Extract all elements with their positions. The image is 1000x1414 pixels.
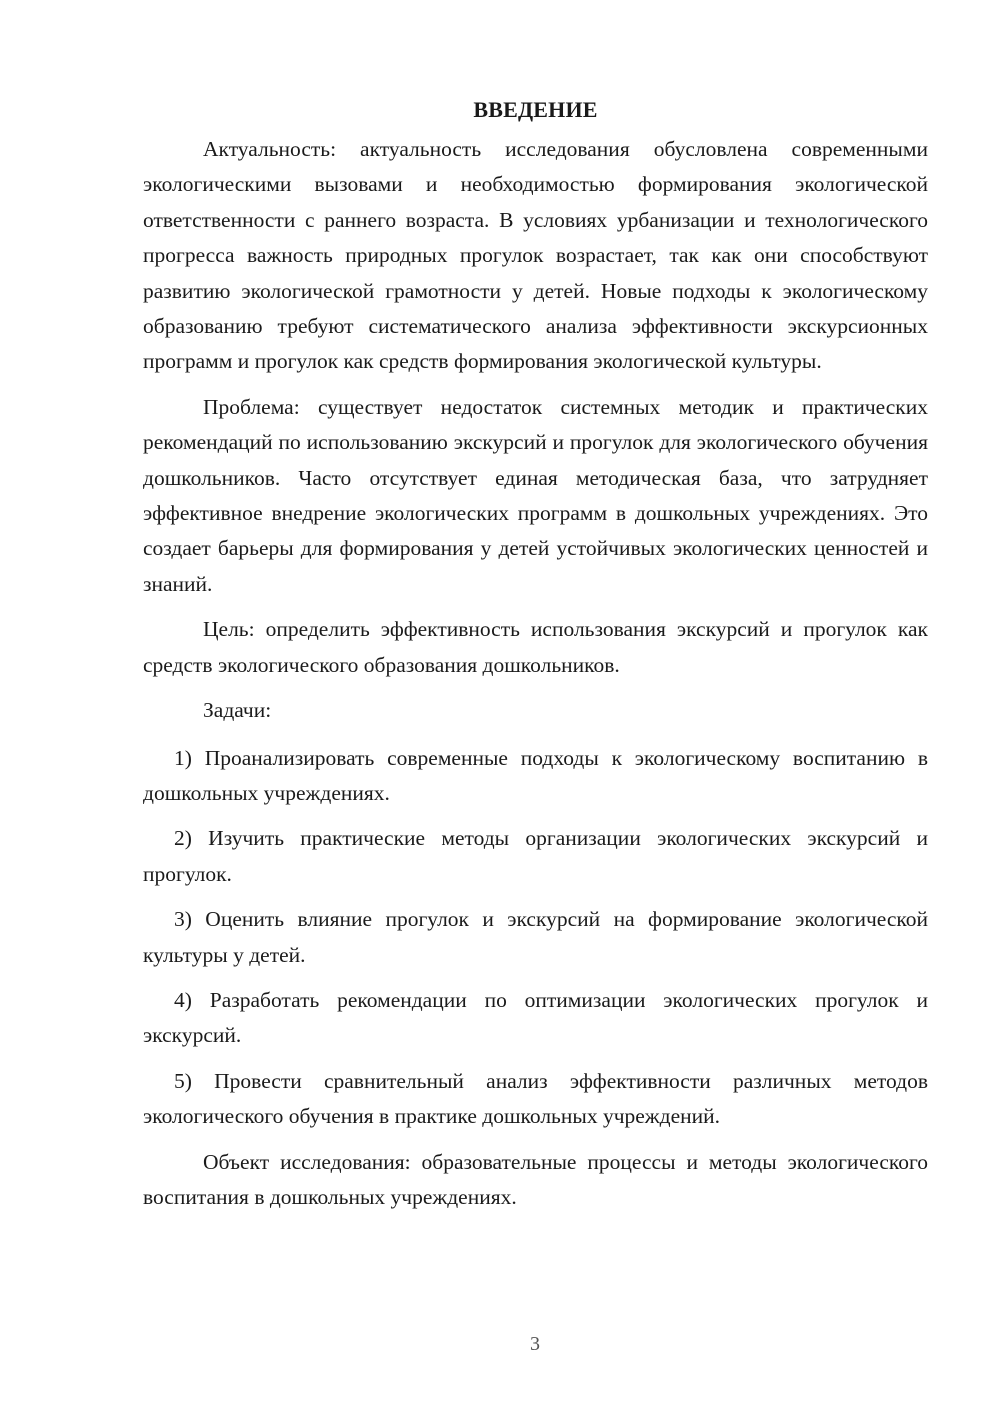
page-title: ВВЕДЕНИЕ bbox=[473, 97, 598, 122]
task-item: 3) Оценить влияние прогулок и экскурсий на формирование экологической культуры у детей. bbox=[143, 907, 928, 967]
object-paragraph: Объект исследования: образовательные процессы и методы экологического воспитания в дошкольных учреждениях. bbox=[143, 1149, 928, 1209]
tasks-title: Задачи: bbox=[203, 698, 272, 723]
task-item: 2) Изучить практические методы организации экологических экскурсий и прогулок. bbox=[143, 826, 928, 886]
task-item: 4) Разработать рекомендации по оптимизации экологических прогулок и экскурсий. bbox=[143, 987, 928, 1048]
document-page bbox=[143, 92, 928, 1225]
relevance-paragraph: Актуальность: актуальность исследования обусловлена современными экологическими вызовами и необходимостью формирования экологической ответственности с раннего возраста. В условиях урбанизации и технологического прогресса важность природных прогулок возрастает, так как они способствуют развитию экологической грамотности у детей. Новые подходы к экологическому образованию требуют систематического анализа эффективности экскурсионных программ и прогулок как средств формирования экологической культуры. bbox=[143, 137, 928, 374]
task-item: 5) Провести сравнительный анализ эффективности различных методов экологического обучения в практике дошкольных учреждений. bbox=[143, 1068, 928, 1129]
problem-paragraph: Проблема: существует недостаток системных методик и практических рекомендаций по использованию экскурсий и прогулок для экологического обучения дошкольников. Часто отсутствует единая методическая база, что затрудняет эффективное внедрение экологических программ в дошкольных учреждениях. Это создает барьеры для формирования у детей устойчивых экологических ценностей и знаний. bbox=[143, 394, 928, 596]
task-item: 1) Проанализировать современные подходы к экологическому воспитанию в дошкольных учреждениях. bbox=[143, 745, 928, 805]
page-number: 3 bbox=[530, 1333, 540, 1355]
goal-paragraph: Цель: определить эффективность использования экскурсий и прогулок как средств экологического образования дошкольников. bbox=[143, 617, 928, 677]
tasks-list bbox=[143, 741, 928, 1135]
